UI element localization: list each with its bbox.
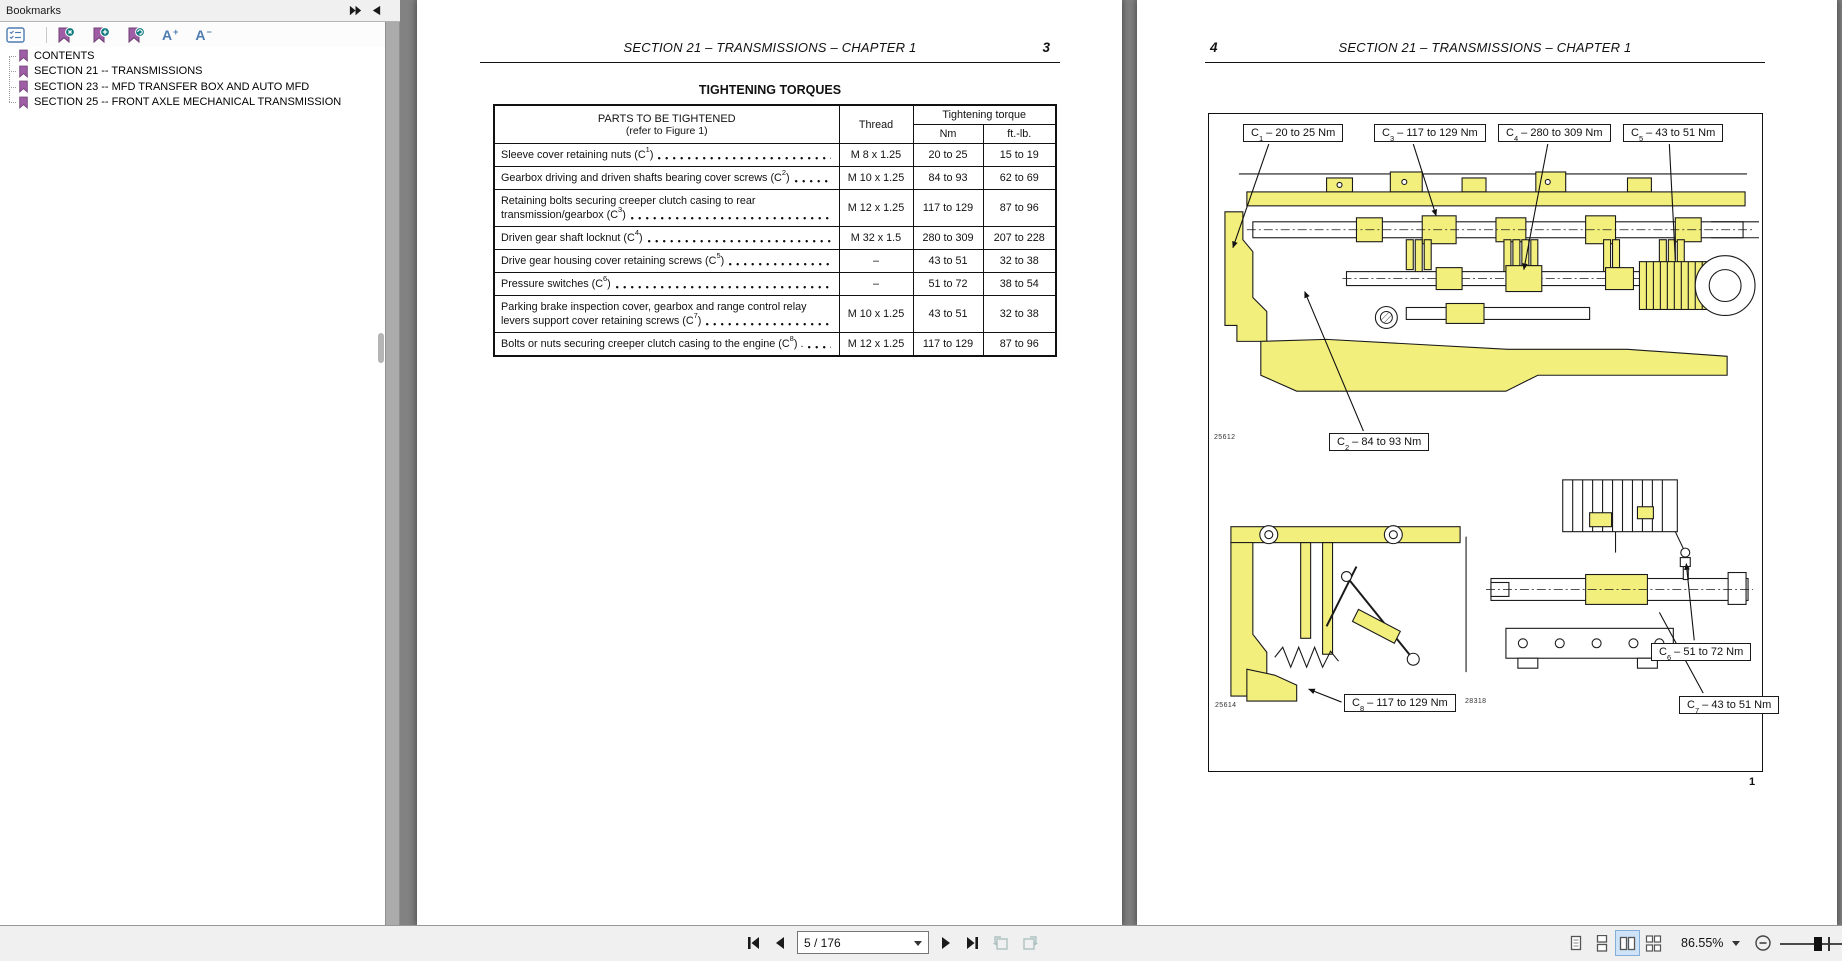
panel-scrollbar-thumb[interactable] bbox=[378, 333, 384, 363]
next-page-icon bbox=[938, 935, 954, 951]
callout-c6: $C_6 - 51$ to 72 Nm bbox=[1651, 643, 1751, 661]
bookmarks-panel bbox=[0, 0, 385, 925]
delete-bookmark-icon[interactable] bbox=[57, 27, 75, 44]
continuous-scroll-view-icon bbox=[1594, 935, 1610, 952]
photo-id-bottom-left: 25614 bbox=[1215, 702, 1237, 709]
zoom-slider-track[interactable] bbox=[1780, 943, 1842, 945]
first-page-button[interactable] bbox=[743, 933, 763, 953]
single-page-view-button[interactable] bbox=[1563, 930, 1588, 956]
previous-view-icon bbox=[992, 935, 1010, 951]
pdf-page-3 bbox=[417, 0, 1122, 925]
page-number: 4 bbox=[1210, 40, 1218, 55]
callout-c8: $C_8 - 117$ to 129 Nm bbox=[1344, 694, 1456, 712]
bookmark-item-section-21[interactable]: SECTION 21 -- TRANSMISSIONS bbox=[0, 64, 385, 80]
callout-c4: $C_4 - 280$ to 309 Nm bbox=[1498, 124, 1611, 142]
two-page-scroll-view-icon bbox=[1645, 935, 1662, 952]
table-row: Parking brake inspection cover, gearbox and range control relay levers support cover retaining screws (C $_7$ ) M 10 x 1.25 43 to 51 32 to 38 bbox=[494, 296, 1056, 333]
bookmarks-tree bbox=[0, 48, 385, 110]
panel-options-double-arrow-icon[interactable] bbox=[348, 3, 363, 18]
photo-id-main: 25612 bbox=[1214, 434, 1236, 441]
first-page-icon bbox=[745, 935, 761, 951]
column-header-parts: PARTS TO BE TIGHTENED (refer to Figure 1) bbox=[494, 105, 839, 144]
callout-c5: $C_5 - 43$ to 51 Nm bbox=[1623, 124, 1723, 142]
page-navigation-group bbox=[743, 931, 1041, 954]
photo-id-bottom-right: 28318 bbox=[1465, 698, 1487, 705]
table-row: Pressure switches (C $_6$ ) – 51 to 72 38 to 54 bbox=[494, 273, 1056, 296]
next-view-icon bbox=[1021, 935, 1039, 951]
toolbar-separator bbox=[46, 27, 47, 43]
bookmark-item-section-23[interactable]: SECTION 23 -- MFD TRANSFER BOX AND AUTO MFD bbox=[0, 79, 385, 95]
column-header-ftlb: ft.-lb. bbox=[983, 125, 1056, 144]
column-header-torque: Tightening torque bbox=[913, 105, 1056, 125]
two-page-scroll-view-button[interactable] bbox=[1641, 930, 1666, 956]
zoom-level-label: 86.55% bbox=[1681, 936, 1724, 950]
bookmark-ribbon-icon bbox=[18, 65, 29, 78]
zoom-slider-handle[interactable] bbox=[1814, 937, 1822, 951]
bookmarks-toolbar bbox=[0, 23, 385, 47]
panel-splitter[interactable] bbox=[385, 22, 400, 925]
running-header bbox=[1205, 40, 1765, 63]
callout-c2: $C_2 - 84$ to 93 Nm bbox=[1329, 433, 1429, 451]
two-page-view-icon bbox=[1619, 935, 1636, 952]
bookmark-item-section-25[interactable]: SECTION 25 -- FRONT AXLE MECHANICAL TRANSMISSION bbox=[0, 95, 385, 111]
previous-page-button[interactable] bbox=[770, 933, 790, 953]
table-row: Retaining bolts securing creeper clutch casing to rear transmission/gearbox (C $_3$ ) M 12 x 1.25 117 to 129 87 to 96 bbox=[494, 190, 1056, 227]
last-page-button[interactable] bbox=[963, 933, 983, 953]
bookmark-ribbon-icon bbox=[18, 96, 29, 109]
bookmark-options-menu-icon[interactable] bbox=[6, 27, 25, 43]
table-row: Driven gear shaft locknut (C $_4$ ) M 32 x 1.5 280 to 309 207 to 228 bbox=[494, 227, 1056, 250]
bottom-toolbar bbox=[0, 925, 1842, 961]
bookmark-ribbon-icon bbox=[18, 80, 29, 93]
collapse-panel-icon[interactable] bbox=[371, 3, 382, 18]
table-row: Gearbox driving and driven shafts bearing cover screws (C $_2$ ) M 10 x 1.25 84 to 93 62 to 69 bbox=[494, 167, 1056, 190]
section-header-text: SECTION 21 – TRANSMISSIONS – CHAPTER 1 bbox=[1338, 40, 1632, 55]
zoom-caret-icon[interactable] bbox=[1732, 941, 1740, 946]
bookmark-ribbon-icon bbox=[18, 49, 29, 62]
zoom-out-icon bbox=[1754, 934, 1772, 952]
figure-number: 1 bbox=[1749, 776, 1756, 788]
column-header-nm: Nm bbox=[913, 125, 983, 144]
continuous-scroll-view-button[interactable] bbox=[1589, 930, 1614, 956]
callout-c1: $C_1 - 20$ to 25 Nm bbox=[1243, 124, 1343, 142]
page-number-combobox[interactable] bbox=[797, 931, 929, 954]
callout-c7: $C_7 - 43$ to 51 Nm bbox=[1679, 696, 1779, 714]
previous-view-button[interactable] bbox=[990, 933, 1012, 953]
bookmarks-panel-title: Bookmarks bbox=[6, 4, 62, 17]
tightening-torques-table bbox=[493, 104, 1057, 357]
zoom-slider-tick bbox=[1828, 937, 1830, 951]
bookmarks-panel-header bbox=[0, 0, 400, 22]
bookmark-item-contents[interactable]: CONTENTS bbox=[0, 48, 385, 64]
pdf-page-4 bbox=[1137, 0, 1837, 925]
next-page-button[interactable] bbox=[936, 933, 956, 953]
column-header-thread: Thread bbox=[839, 105, 913, 144]
callout-c3: $C_3 - 117$ to 129 Nm bbox=[1374, 124, 1486, 142]
go-to-bookmark-icon[interactable] bbox=[127, 27, 145, 44]
single-page-view-icon bbox=[1568, 935, 1584, 952]
page-number: 3 bbox=[1042, 40, 1050, 55]
table-row: Sleeve cover retaining nuts (C $_1$ ) M 8 x 1.25 20 to 25 15 to 19 bbox=[494, 144, 1056, 167]
new-bookmark-icon[interactable] bbox=[92, 27, 110, 44]
next-view-button[interactable] bbox=[1019, 933, 1041, 953]
last-page-icon bbox=[965, 935, 981, 951]
zoom-out-button[interactable] bbox=[1752, 932, 1774, 954]
table-row: Bolts or nuts securing creeper clutch casing to the engine (C $_8$ ) . M 12 x 1.25 117 to 129 87 to 96 bbox=[494, 333, 1056, 357]
combobox-caret-icon[interactable] bbox=[914, 941, 922, 946]
page-number-input[interactable] bbox=[798, 933, 908, 952]
zoom-controls-group bbox=[1563, 930, 1842, 956]
page-title: TIGHTENING TORQUES bbox=[698, 83, 842, 97]
document-area bbox=[400, 0, 1842, 925]
table-row: Drive gear housing cover retaining screws (C $_5$ ) – 43 to 51 32 to 38 bbox=[494, 250, 1056, 273]
decrease-text-size-icon[interactable]: A − bbox=[195, 27, 212, 43]
running-header bbox=[480, 40, 1060, 63]
previous-page-icon bbox=[772, 935, 788, 951]
increase-text-size-icon[interactable]: A + bbox=[162, 27, 179, 43]
section-header-text: SECTION 21 – TRANSMISSIONS – CHAPTER 1 bbox=[623, 40, 917, 55]
figure-1-box bbox=[1208, 113, 1772, 772]
transmission-figure-svg bbox=[1209, 114, 1762, 771]
zoom-slider[interactable] bbox=[1780, 930, 1842, 956]
zoom-level-dropdown[interactable] bbox=[1681, 936, 1740, 950]
two-page-view-button[interactable] bbox=[1615, 930, 1640, 956]
